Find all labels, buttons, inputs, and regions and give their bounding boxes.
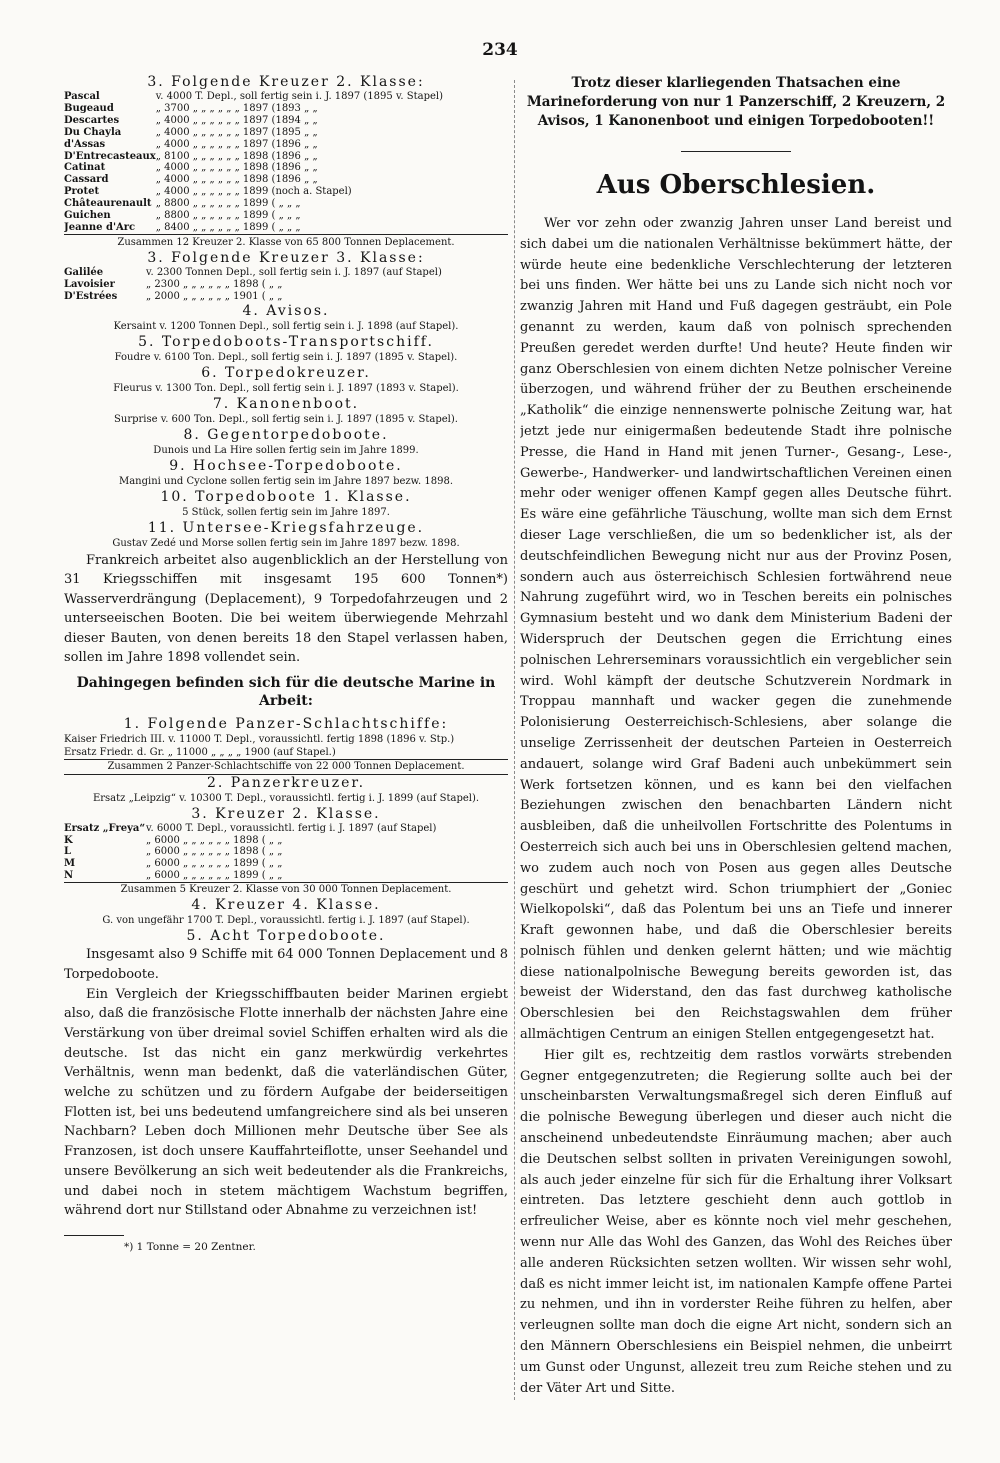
article-title: Aus Oberschlesien. — [596, 170, 876, 200]
ship-row — [64, 174, 508, 186]
ship-name: Catinat — [64, 162, 106, 174]
ship-row — [64, 291, 508, 303]
ship-details: „ 6000 „ „ „ „ „ „ 1898 ( „ „ — [146, 846, 283, 858]
separator-rule — [681, 151, 791, 152]
ship-row — [64, 103, 508, 115]
ship-details: „ 2300 „ „ „ „ „ „ 1898 ( „ „ — [146, 278, 283, 290]
ship-row — [64, 186, 508, 198]
ship-details: „ 8400 „ „ „ „ „ „ 1899 ( „ „ „ — [155, 221, 301, 233]
ship-details: v. 4000 T. Depl., soll fertig sein i. J. 1897 (1895 v. Stapel) — [155, 91, 444, 102]
summary-line: Zusammen 12 Kreuzer 2. Klasse von 65 800 Tonnen Deplacement. — [64, 234, 508, 250]
entry-line: Fleurus v. 1300 Ton. Depl., soll fertig sein i. J. 1897 (1893 v. Stapel). — [113, 382, 459, 394]
ship-details: v. 6000 T. Depl., voraussichtl. fertig i. J. 1897 (auf Stapel) — [146, 822, 437, 834]
ship-row — [64, 198, 508, 210]
ship-details: „ 8800 „ „ „ „ „ „ 1899 ( „ „ „ — [155, 198, 301, 210]
ship-name: Descartes — [64, 114, 120, 126]
ship-details: „ 2000 „ „ „ „ „ „ 1901 ( „ „ — [146, 290, 283, 302]
ship-name: L — [64, 846, 72, 858]
ship-table-cruisers-3 — [64, 267, 508, 303]
table-row: Ersatz Friedr. d. Gr. „ 11000 „ „ „ „ 1900 (auf Stapel.) — [64, 746, 508, 760]
ship-row — [64, 870, 508, 882]
ship-name: Châteaurenault — [64, 198, 152, 210]
entry-line: Foudre v. 6100 Ton. Depl., soll fertig sein i. J. 1897 (1895 v. Stapel). — [114, 351, 458, 363]
section-heading: 5. Torpedoboots-Transportschiff. — [138, 333, 434, 350]
german-navy-heading: Dahingegen befinden sich für die deutsche Marine in Arbeit: — [76, 674, 496, 709]
ship-row — [64, 151, 508, 163]
ship-details: „ 6000 „ „ „ „ „ „ 1899 ( „ „ — [146, 870, 283, 882]
ship-name: Galilée — [64, 266, 104, 278]
ship-name: D'Estrées — [64, 290, 118, 302]
section-heading: 7. Kanonenboot. — [212, 395, 360, 412]
section-heading: 3. Folgende Kreuzer 2. Klasse: — [147, 74, 425, 90]
ship-name: Lavoisier — [64, 278, 115, 290]
ship-details: v. 2300 Tonnen Depl., soll fertig sein i. J. 1897 (auf Stapel) — [146, 266, 442, 278]
ship-details: „ 4000 „ „ „ „ „ „ 1897 (1896 „ „ — [155, 138, 318, 150]
ship-row — [64, 115, 508, 127]
section-heading: 8. Gegentorpedoboote. — [183, 426, 389, 443]
ship-row — [64, 267, 508, 279]
section-heading: 4. Kreuzer 4. Klasse. — [191, 897, 381, 914]
france-paragraph: Frankreich arbeitet also augenblicklich an der Herstellung von 31 Kriegsschiffen mit insgesamt 195 600 Tonnen*) Wasserverdrängung (Deplacement), 9 Torpedofahrzeugen und 2 unterseeischen Booten. Die bei weitem überwiegende Mehrzahl dieser Bauten, von denen bereits 18 den Stapel verlassen haben, sollen im Jahre 1898 vollendet sein. — [64, 552, 508, 666]
ship-details: „ 8800 „ „ „ „ „ „ 1899 ( „ „ „ — [155, 210, 301, 222]
ship-details: „ 6000 „ „ „ „ „ „ 1898 ( „ „ — [146, 834, 283, 846]
entry-line: Kersaint v. 1200 Tonnen Depl., soll fertig sein i. J. 1898 (auf Stapel). — [113, 320, 459, 332]
ship-row — [64, 222, 508, 234]
ship-table-german-cruisers — [64, 823, 508, 883]
ship-row — [64, 823, 508, 835]
left-column — [64, 74, 508, 1254]
footnote: *) 1 Tonne = 20 Zentner. — [124, 1240, 256, 1253]
column-divider — [514, 80, 515, 1400]
article-paragraph: Hier gilt es, rechtzeitig dem rastlos vorwärts strebenden Gegner entgegenzutreten; die Regierung sollte auch bei der unscheinbarsten Verwaltungsmaßregel sich deren Einfluß auf die polnische Bewegung überlegen und dieser auch nicht die anscheinend unbedeutendste Einräumung machen; aber auch die Deutschen selbst sollten in privaten Vereinigungen sowohl, als auch jeder einzelne für sich für die Erhaltung ihrer Volksart eintreten. Das letztere geschieht denn auch gottlob in erfreulicher Weise, aber es könnte noch viel mehr geschehen, wenn nur Alle das Wohl des Ganzen, das Wohl des Reiches über alle anderen Rücksichten setzen wollten. Wir wissen sehr wohl, daß es nicht immer leicht ist, im nationalen Kampfe offene Partei zu nehmen, und ihn in vorderster Reihe führen zu helfen, aber verleugnen sollte man doch die eigne Art nicht, sondern sich an den Männern Oberschlesiens ein Beispiel nehmen, die unbeirrt um Gunst oder Ungunst, allezeit treu zum Reiche stehen und zu der Väter Art und Sitte. — [520, 1047, 952, 1396]
entry-line: Surprise v. 600 Ton. Depl., soll fertig sein i. J. 1897 (1895 v. Stapel). — [114, 413, 458, 425]
section-heading: 4. Avisos. — [242, 302, 330, 319]
intro-statement: Trotz dieser klarliegenden Thatsachen eine Marineforderung von nur 1 Panzerschiff, 2 Kreuzern, 2 Avisos, 1 Kanonenboot und einigen Torpedobooten!! — [526, 75, 946, 129]
entry-line: Ersatz „Leipzig“ v. 10300 T. Depl., voraussichtl. fertig i. J. 1899 (auf Stapel). — [92, 792, 480, 804]
section-heading: 11. Untersee-Kriegsfahrzeuge. — [147, 519, 425, 536]
ship-row — [64, 835, 508, 847]
section-heading: 1. Folgende Panzer-Schlachtschiffe: — [123, 715, 449, 732]
ship-details: „ 3700 „ „ „ „ „ „ 1897 (1893 „ „ — [155, 102, 318, 114]
section-heading: 2. Panzerkreuzer. — [206, 774, 366, 791]
ship-name: K — [64, 834, 73, 846]
ship-row — [64, 210, 508, 222]
ship-name: Jeanne d'Arc — [64, 221, 136, 233]
ship-row — [64, 127, 508, 139]
entry-line: Dunois und La Hire sollen fertig sein im Jahre 1899. — [153, 444, 419, 456]
ship-name: Protet — [64, 186, 100, 198]
summary-line: Zusammen 2 Panzer-Schlachtschiffe von 22 000 Tonnen Deplacement. — [64, 760, 508, 775]
entry-line: Gustav Zedé und Morse sollen fertig sein im Jahre 1897 bezw. 1898. — [112, 537, 460, 549]
section-heading: 9. Hochsee-Torpedoboote. — [169, 457, 403, 474]
entry-line: 5 Stück, sollen fertig sein im Jahre 1897. — [182, 506, 390, 518]
footnote-rule — [64, 1235, 124, 1236]
ship-name: d'Assas — [64, 138, 106, 150]
ship-row — [64, 279, 508, 291]
entry-line: Mangini und Cyclone sollen fertig sein im Jahre 1897 bezw. 1898. — [118, 475, 454, 487]
ship-name: N — [64, 870, 74, 882]
section-heading: 6. Torpedokreuzer. — [201, 364, 371, 381]
page-number: 234 — [482, 40, 518, 60]
section-heading: 10. Torpedoboote 1. Klasse. — [160, 488, 412, 505]
ship-name: Cassard — [64, 174, 109, 186]
ship-name: Ersatz „Freya“ — [64, 822, 146, 834]
article-paragraph: Wer vor zehn oder zwanzig Jahren unser Land bereist und sich dabei um die nationalen Verhältnisse bekümmert hätte, der würde heute eine bedenkliche Verschlechterung der letzteren bei uns finden. Wer hätte bei uns zu Lande sich nicht noch vor zwanzig Jahren mit Hand und Fuß dagegen gesträubt, ein Pole genannt zu werden, kaum daß von polnisch sprechenden Preußen geredet werden durfte! Und heute? Heute finden wir ganz Oberschlesien von einem dichten Netze polnischer Vereine überzogen, und während früher der zu Beuthen erscheinende „Katholik“ die einzige nennenswerte polnische Zeitung war, hat jetzt jede nur einigermaßen bedeutende Stadt ihre polnische Presse, die Hand in Hand mit jenen Turner-, Gesang-, Lese-, Gewerbe-, Handwerker- und landwirtschaftlichen Vereinen einen mehr oder weniger offenen Kampf gegen alles Deutsche führt. Es wäre eine gefährliche Täuschung, wollte man sich dem Ernst dieser Lage verschließen, die um so bedenklicher ist, als der deutschfeindlichen Bewegung nicht nur aus der Provinz Posen, sondern auch aus österreichisch Schlesien fortwährend neue Nahrung zugeführt wird, wo in Teschen bereits ein polnisches Gymnasium besteht und wo dank dem Ministerium Badeni der Widerspruch der Deutschen gegen die Errichtung eines polnischen Lehrerseminars voraussichtlich ein vergeblicher sein wird. Wohl kämpft der deutsche Schutzverein Nordmark in Troppau mannhaft und wacker gegen die zunehmende Polonisierung Oesterreichisch-Schlesiens, aber solange die unselige Zerrissenheit der deutschen Parteien in Oesterreich andauert, solange wird Graf Badeni auch unbekümmert sein Werk fortsetzen können, und es kann bei den vielfachen Beziehungen zwischen den benachbarten Ländern nicht ausbleiben, daß die unheilvollen Fortschritte des Polentums in Oesterreich sich auch bei uns in Oberschlesien geltend machen, wo zudem auch noch von Posen aus gegen alles Deutsche geschürt und gehetzt wird. Schon triumphiert der „Goniec Wielkopolski“, daß das Polentum bei uns an Tiefe und innerer Kraft gewonnen habe, und daß die Oberschlesier bereits polnisch fühlen und denken gelernt hätten; und wie mächtig diese nationalpolnische Bewegung bereits geworden ist, das beweist der Widerstand, den das fast durchweg katholische Oberschlesien bei den Reichstagswahlen dem früher allmächtigen Centrum an einigen Stellen entgegengesetzt hat. — [520, 216, 952, 1043]
ship-name: M — [64, 858, 76, 870]
ship-row — [64, 858, 508, 870]
ship-details: „ 4000 „ „ „ „ „ „ 1898 (1896 „ „ — [155, 174, 318, 186]
ship-details: „ 4000 „ „ „ „ „ „ 1897 (1895 „ „ — [155, 126, 318, 138]
ship-name: Pascal — [64, 91, 100, 102]
ship-table-cruisers-2 — [64, 91, 508, 234]
comparison-paragraph: Ein Vergleich der Kriegsschiffbauten beider Marinen ergiebt also, daß die französische Flotte innerhalb der nächsten Jahre eine Verstärkung von über dreimal soviel Schiffen erhalten wird als die deutsche. Ist das nicht ein ganz merkwürdig verkehrtes Verhältnis, wenn man bedenkt, daß die vaterländischen Güter, welche zu schützen und zu fördern Aufgabe der beiderseitigen Flotten ist, bei uns bedeutend umfangreichere sind als bei unseren Nachbarn? Leben doch Millionen mehr Deutsche über See als Franzosen, ist doch unsere Kauffahrteiflotte, unser Seehandel und unsere Bevölkerung an sich weit bedeutender als die Frankreichs, und dabei noch in stetem mächtigem Wachstum begriffen, während dort nur Stillstand oder Abnahme zu verzeichnen ist! — [64, 986, 508, 1219]
ship-details: „ 4000 „ „ „ „ „ „ 1898 (1896 „ „ — [155, 162, 318, 174]
summary-line: Zusammen 5 Kreuzer 2. Klasse von 30 000 Tonnen Deplacement. — [64, 882, 508, 897]
table-row: Kaiser Friedrich III. v. 11000 T. Depl., voraussichtl. fertig 1898 (1896 v. Stp.) — [64, 733, 455, 745]
ship-row — [64, 162, 508, 174]
right-column — [520, 74, 952, 1399]
ship-name: Bugeaud — [64, 102, 114, 114]
ship-details: „ 8100 „ „ „ „ „ „ 1898 (1896 „ „ — [155, 150, 318, 162]
section-heading: 5. Acht Torpedoboote. — [186, 928, 386, 945]
section-heading: 3. Kreuzer 2. Klasse. — [191, 805, 381, 822]
ship-name: Guichen — [64, 210, 111, 222]
total-paragraph: Insgesamt also 9 Schiffe mit 64 000 Tonnen Deplacement und 8 Torpedoboote. — [64, 947, 508, 982]
ship-details: „ 4000 „ „ „ „ „ „ 1899 (noch a. Stapel) — [155, 186, 352, 198]
ship-row — [64, 139, 508, 151]
ship-name: Du Chayla — [64, 126, 122, 138]
ship-row — [64, 846, 508, 858]
section-heading: 3. Folgende Kreuzer 3. Klasse: — [147, 249, 425, 266]
ship-row — [64, 91, 508, 103]
ship-details: „ 6000 „ „ „ „ „ „ 1899 ( „ „ — [146, 858, 283, 870]
entry-line: G. von ungefähr 1700 T. Depl., voraussichtl. fertig i. J. 1897 (auf Stapel). — [102, 915, 470, 927]
ship-details: „ 4000 „ „ „ „ „ „ 1897 (1894 „ „ — [155, 114, 318, 126]
ship-name: D'Entrecasteaux — [64, 150, 156, 162]
